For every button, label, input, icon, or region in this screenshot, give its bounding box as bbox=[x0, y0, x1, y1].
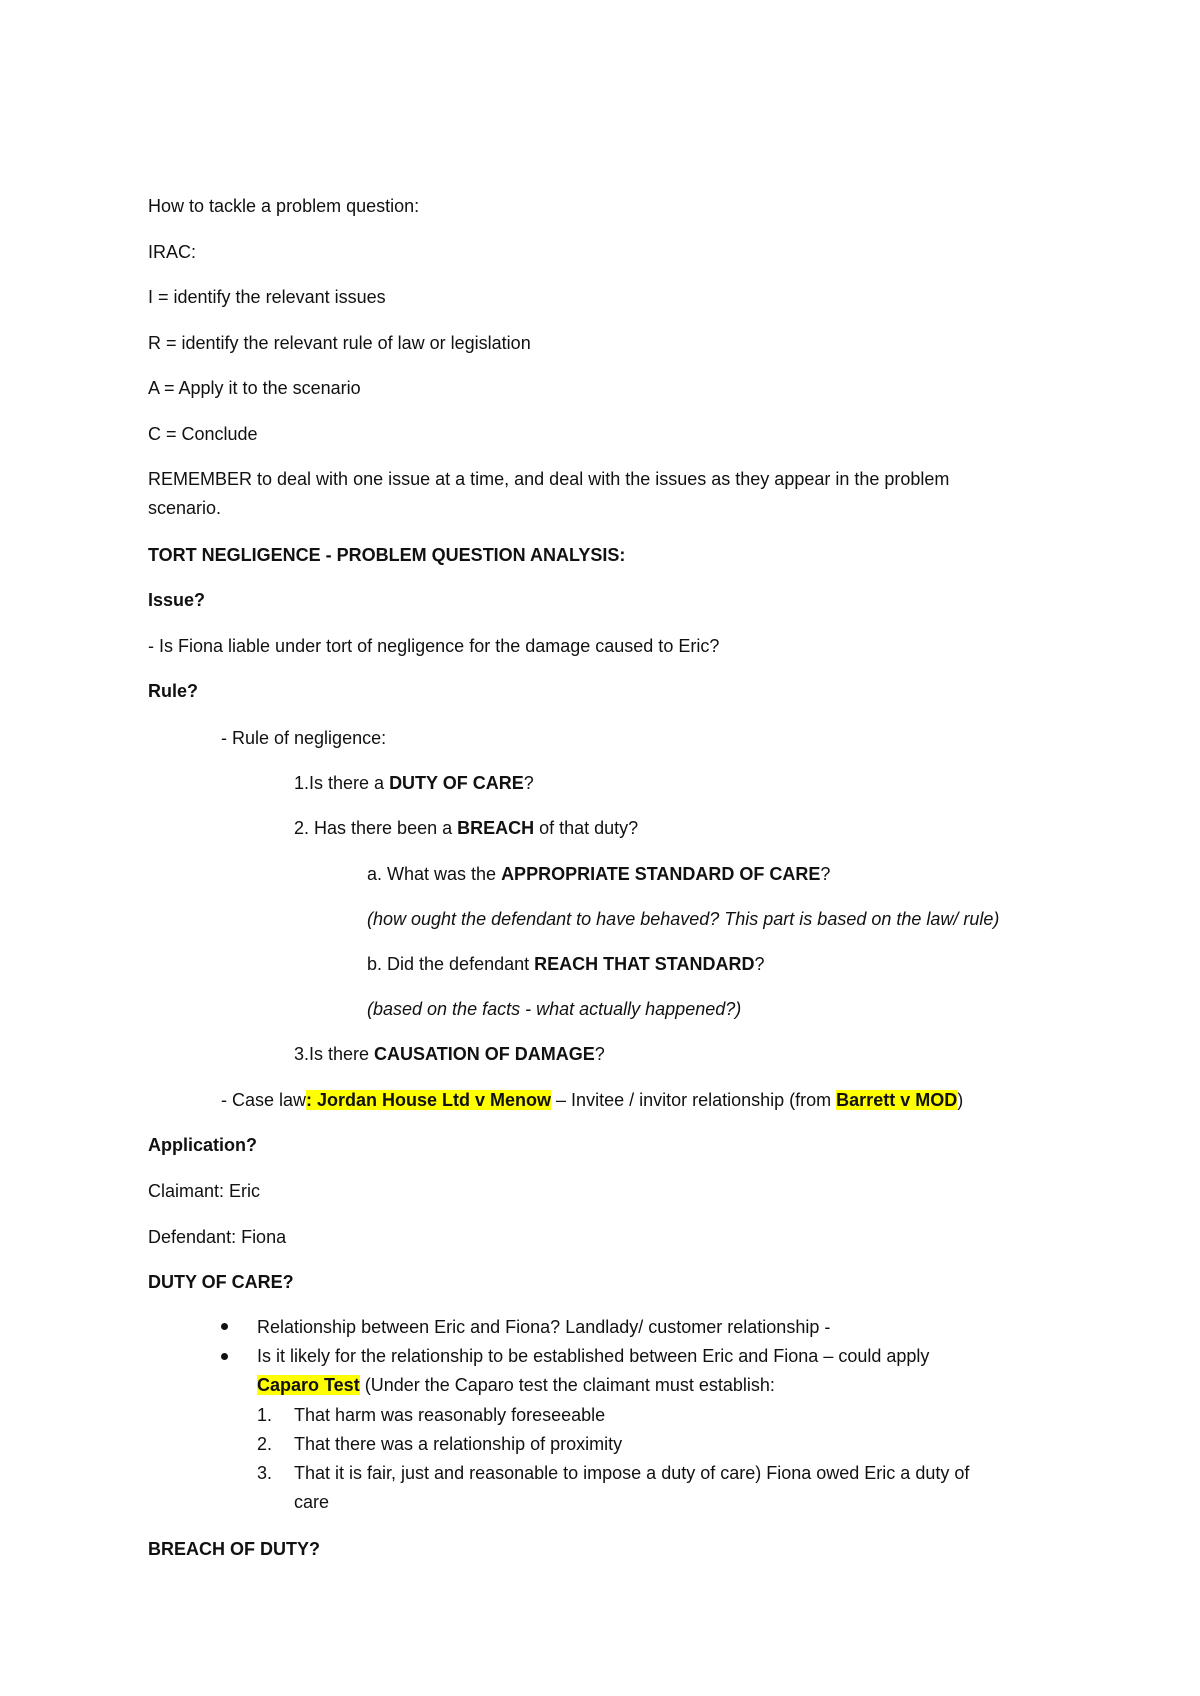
list-number: 3. bbox=[257, 1463, 273, 1483]
main-heading: TORT NEGLIGENCE - PROBLEM QUESTION ANALYSIS: bbox=[148, 545, 626, 565]
duty-bullet-2-line-1: Is it likely for the relationship to be established between Eric and Fiona – could apply bbox=[257, 1346, 930, 1366]
rule-qb: b. Did the defendant REACH THAT STANDARD? bbox=[367, 954, 765, 974]
rule-q1: 1.Is there a DUTY OF CARE? bbox=[294, 773, 534, 793]
claimant: Claimant: Eric bbox=[148, 1181, 261, 1201]
list-item-continuation: care bbox=[294, 1492, 330, 1512]
issue-heading: Issue? bbox=[148, 590, 206, 610]
list-item: That there was a relationship of proximity bbox=[294, 1434, 623, 1454]
issue-text: - Is Fiona liable under tort of negligence for the damage caused to Eric? bbox=[148, 636, 720, 656]
list-number: 2. bbox=[257, 1434, 273, 1454]
duty-bullet-2-line-2: Caparo Test (Under the Caparo test the claimant must establish: bbox=[257, 1375, 775, 1395]
rule-qa-note: (how ought the defendant to have behaved? This part is based on the law/ rule) bbox=[367, 909, 1000, 929]
rule-sub: - Rule of negligence: bbox=[221, 728, 387, 748]
rule-qa: a. What was the APPROPRIATE STANDARD OF CARE? bbox=[367, 864, 831, 884]
duty-heading: DUTY OF CARE? bbox=[148, 1272, 294, 1292]
defendant: Defendant: Fiona bbox=[148, 1227, 287, 1247]
list-item: That it is fair, just and reasonable to impose a duty of care) Fiona owed Eric a duty of bbox=[294, 1463, 970, 1483]
case-law: - Case law: Jordan House Ltd v Menow – Invitee / invitor relationship (from Barrett v MOD) bbox=[221, 1090, 964, 1110]
remember-line-1: REMEMBER to deal with one issue at a time, and deal with the issues as they appear in the problem bbox=[148, 469, 950, 489]
rule-q2: 2. Has there been a BREACH of that duty? bbox=[294, 818, 639, 838]
duty-bullet-1: Relationship between Eric and Fiona? Landlady/ customer relationship - bbox=[257, 1317, 831, 1337]
caparo-test-highlight: Caparo Test bbox=[257, 1375, 360, 1395]
case-highlight-barrett: Barrett v MOD bbox=[836, 1090, 958, 1110]
remember-line-2: scenario. bbox=[148, 498, 222, 518]
list-number: 1. bbox=[257, 1405, 273, 1425]
bullet-icon bbox=[221, 1353, 228, 1360]
rule-q3: 3.Is there CAUSATION OF DAMAGE? bbox=[294, 1044, 605, 1064]
irac-i: I = identify the relevant issues bbox=[148, 287, 386, 307]
application-heading: Application? bbox=[148, 1135, 257, 1155]
bullet-icon bbox=[221, 1323, 228, 1330]
rule-qb-note: (based on the facts - what actually happened?) bbox=[367, 999, 742, 1019]
irac-c: C = Conclude bbox=[148, 424, 258, 444]
breach-heading: BREACH OF DUTY? bbox=[148, 1539, 320, 1559]
irac-r: R = identify the relevant rule of law or legislation bbox=[148, 333, 531, 353]
rule-heading: Rule? bbox=[148, 681, 199, 701]
intro-title: How to tackle a problem question: bbox=[148, 196, 420, 216]
irac-label: IRAC: bbox=[148, 242, 197, 262]
list-item: That harm was reasonably foreseeable bbox=[294, 1405, 606, 1425]
irac-a: A = Apply it to the scenario bbox=[148, 378, 361, 398]
case-highlight-jordan-house: : Jordan House Ltd v Menow bbox=[306, 1090, 552, 1110]
